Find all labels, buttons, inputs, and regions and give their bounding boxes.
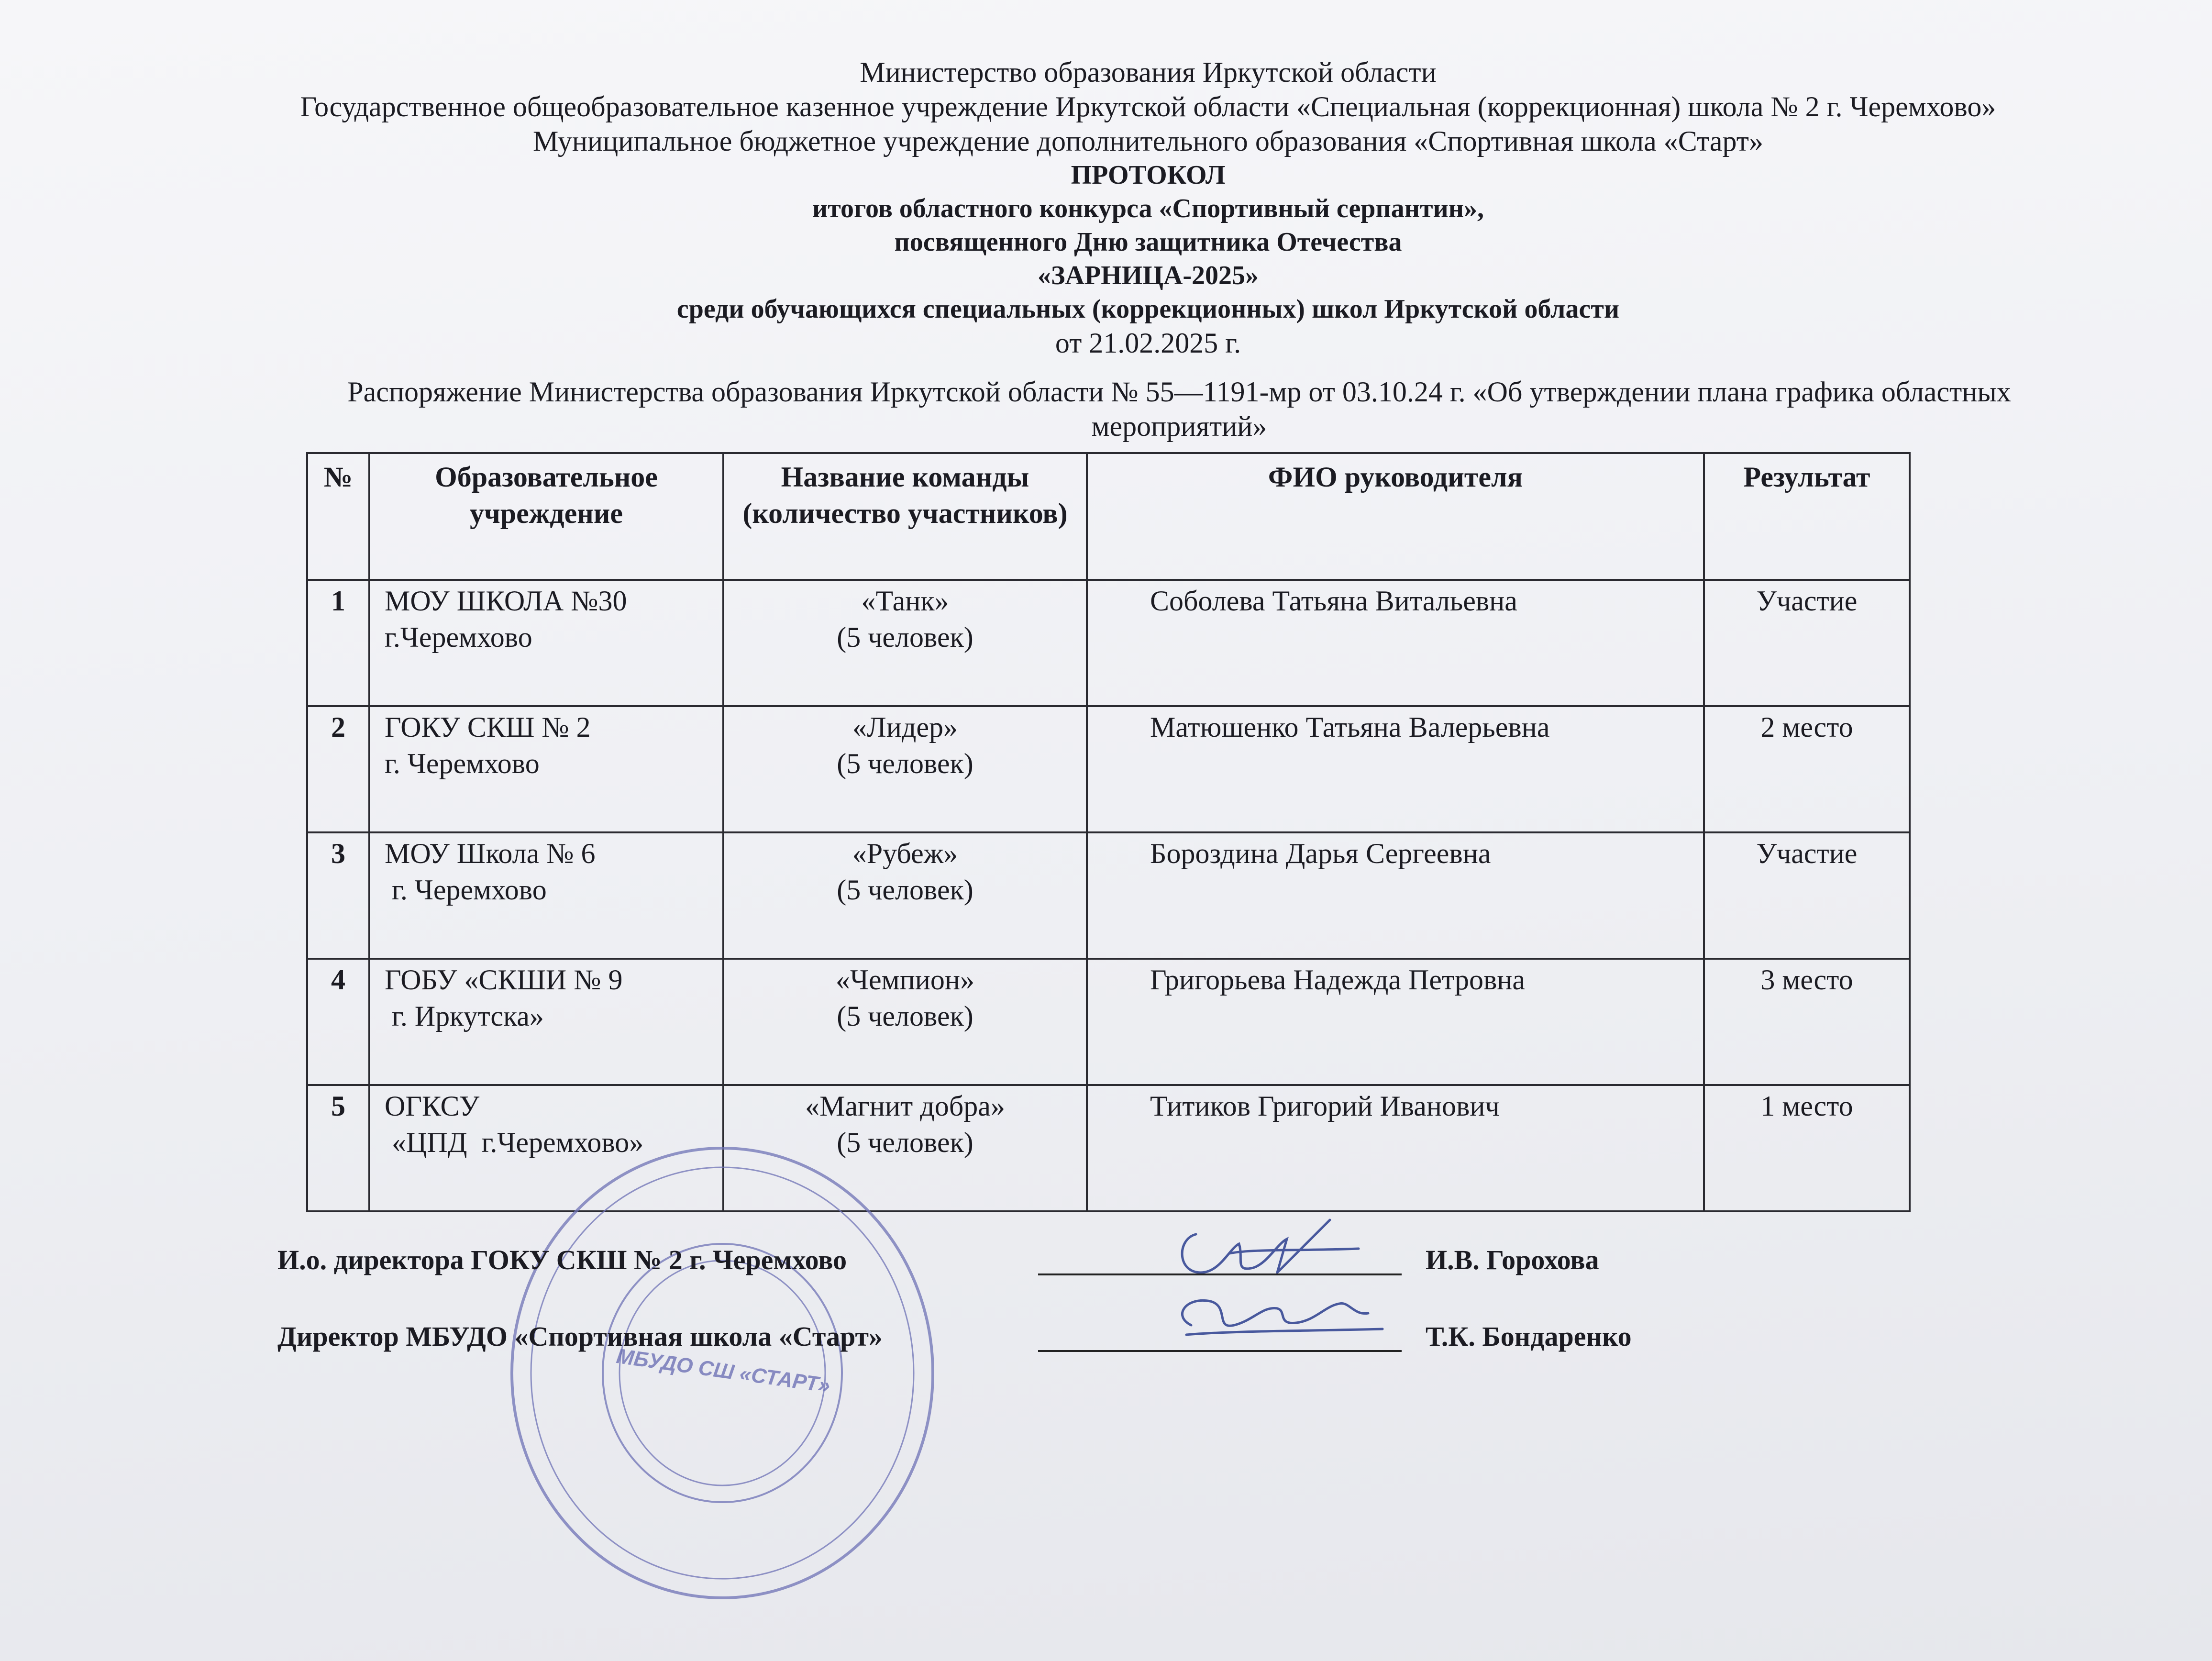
- ministry-line: Министерство образования Иркутской области: [860, 56, 1437, 88]
- institution-name: МОУ Школа № 6: [385, 838, 596, 869]
- signature-row-2: [277, 1320, 2000, 1397]
- team-count: (5 человек): [837, 748, 973, 779]
- team-count: (5 человек): [837, 874, 973, 906]
- team-name: «Лидер»: [852, 711, 958, 743]
- institution-name: МОУ ШКОЛА №30: [385, 585, 627, 617]
- signature-line-2: [1038, 1350, 1402, 1352]
- column-header-leader: ФИО руководителя: [1087, 453, 1704, 580]
- column-header-result: Результат: [1704, 453, 1910, 580]
- result-cell: Участие: [1704, 580, 1910, 706]
- team-cell: [723, 832, 1087, 959]
- order-reference: [187, 375, 2172, 443]
- leader-cell: Григорьева Надежда Петровна: [1087, 959, 1704, 1085]
- signatures-block: [277, 1244, 2000, 1397]
- team-name: «Магнит добра»: [805, 1090, 1005, 1122]
- row-number: 4: [307, 959, 369, 1085]
- team-cell: [723, 959, 1087, 1085]
- sport-school-line: Муниципальное бюджетное учреждение дополнительного образования «Спортивная школа «Старт»: [533, 125, 1763, 157]
- team-name: «Чемпион»: [836, 964, 974, 996]
- order-line-2: мероприятий»: [1091, 410, 1267, 442]
- signature-row-1: [277, 1244, 2000, 1320]
- results-table-wrap: [306, 452, 1909, 1212]
- result-cell: 2 место: [1704, 706, 1910, 832]
- institution-city: г.Черемхово: [385, 621, 532, 653]
- column-header-institution: Образовательное учреждение: [369, 453, 723, 580]
- team-cell: [723, 580, 1087, 706]
- institution-name: ГОКУ СКШ № 2: [385, 711, 591, 743]
- row-number: 5: [307, 1085, 369, 1211]
- row-number: 2: [307, 706, 369, 832]
- stamp-center-text: МБУДО СШ «СТАРТ»: [615, 1344, 832, 1398]
- column-header-num: №: [307, 453, 369, 580]
- team-cell: [723, 706, 1087, 832]
- result-cell: 1 место: [1704, 1085, 1910, 1211]
- institution-cell: [369, 832, 723, 959]
- institution-cell: [369, 706, 723, 832]
- subtitle-line-2: посвященного Дню защитника Отечества: [894, 227, 1402, 257]
- results-table: [306, 452, 1911, 1212]
- signer-name-1: И.В. Горохова: [1426, 1244, 1599, 1275]
- institution-city: г. Черемхово: [385, 874, 547, 906]
- table-row: [307, 706, 1910, 832]
- result-cell: Участие: [1704, 832, 1910, 959]
- leader-cell: Матюшенко Татьяна Валерьевна: [1087, 706, 1704, 832]
- result-cell: 3 место: [1704, 959, 1910, 1085]
- team-count: (5 человек): [837, 1000, 973, 1032]
- audience-line: среди обучающихся специальных (коррекционных) школ Иркутской области: [676, 294, 1620, 324]
- team-count: (5 человек): [837, 621, 973, 653]
- subtitle-line-1: итогов областного конкурса «Спортивный серпантин»,: [812, 194, 1484, 223]
- institution-name: ОГКСУ: [385, 1090, 480, 1122]
- school-line: Государственное общеобразовательное казенное учреждение Иркутской области «Специальная (коррекционная) школа № 2 г. Черемхово»: [300, 91, 1996, 122]
- team-count: (5 человек): [837, 1127, 973, 1158]
- signer-role-2: Директор МБУДО «Спортивная школа «Старт»: [277, 1321, 883, 1352]
- order-line-1: Распоряжение Министерства образования Иркутской области № 55—1191-мр от 03.10.24 г. «Об утверждении плана графика областных: [347, 376, 2011, 408]
- leader-cell: Соболева Татьяна Витальевна: [1087, 580, 1704, 706]
- table-row: [307, 832, 1910, 959]
- row-number: 3: [307, 832, 369, 959]
- document-title: ПРОТОКОЛ: [1071, 160, 1226, 190]
- table-header-row: [307, 453, 1910, 580]
- institution-city: г. Черемхово: [385, 748, 540, 779]
- document-header: [144, 55, 2153, 360]
- column-header-team: Название команды (количество участников): [723, 453, 1087, 580]
- table-row: [307, 580, 1910, 706]
- team-name: «Рубеж»: [852, 838, 958, 869]
- institution-city: г. Иркутска»: [385, 1000, 544, 1032]
- institution-cell: [369, 580, 723, 706]
- institution-cell: [369, 959, 723, 1085]
- institution-name: ГОБУ «СКШИ № 9: [385, 964, 623, 996]
- team-name: «Танк»: [861, 585, 949, 617]
- document-date: от 21.02.2025 г.: [1055, 327, 1241, 359]
- row-number: 1: [307, 580, 369, 706]
- event-name: «ЗАРНИЦА-2025»: [1038, 261, 1259, 290]
- leader-cell: Титиков Григорий Иванович: [1087, 1085, 1704, 1211]
- signer-name-2: Т.К. Бондаренко: [1426, 1321, 1632, 1352]
- table-row: [307, 959, 1910, 1085]
- signature-line-1: [1038, 1273, 1402, 1275]
- institution-city: «ЦПД г.Черемхово»: [385, 1127, 644, 1158]
- leader-cell: Бороздина Дарья Сергеевна: [1087, 832, 1704, 959]
- signer-role-1: И.о. директора ГОКУ СКШ № 2 г. Черемхово: [277, 1244, 847, 1275]
